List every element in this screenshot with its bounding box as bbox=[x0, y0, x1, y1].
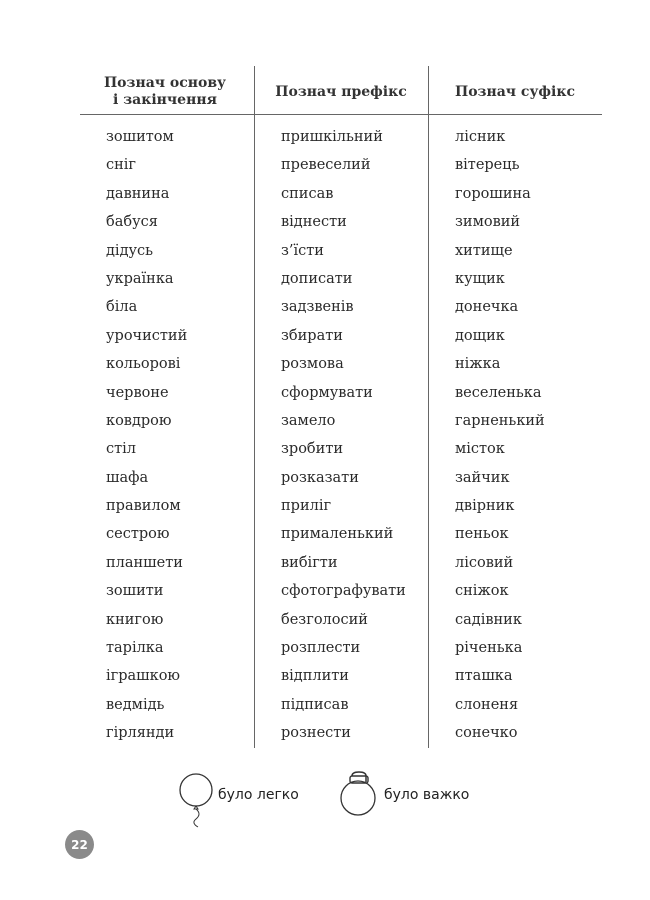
weight-icon bbox=[338, 770, 382, 830]
word-item: річенька bbox=[455, 640, 523, 657]
word-item: ведмідь bbox=[106, 696, 165, 713]
word-item: червоне bbox=[106, 384, 169, 401]
word-item: дощик bbox=[455, 327, 505, 344]
word-item: лісовий bbox=[455, 554, 514, 571]
word-item: книгою bbox=[106, 611, 164, 628]
word-item: ніжка bbox=[455, 356, 501, 373]
legend-hard-label: було важко bbox=[384, 787, 470, 803]
word-item: вибігти bbox=[281, 554, 338, 571]
column-divider-2 bbox=[428, 66, 429, 748]
word-item: тарілка bbox=[106, 640, 164, 657]
word-item: іграшкою bbox=[106, 668, 181, 685]
word-item: садівник bbox=[455, 611, 522, 628]
word-item: лісник bbox=[455, 129, 506, 145]
word-item: приліг bbox=[281, 498, 332, 515]
word-item: сфотографувати bbox=[281, 583, 406, 600]
word-item: слоненя bbox=[455, 696, 519, 713]
word-item: з’їсти bbox=[281, 242, 324, 259]
word-item: гарненький bbox=[455, 412, 545, 429]
word-item: бабуся bbox=[106, 214, 158, 231]
word-item: хитище bbox=[455, 242, 513, 259]
word-list-prefix bbox=[281, 123, 406, 748]
word-item: пришкільний bbox=[281, 129, 383, 145]
word-item: безголосий bbox=[281, 611, 368, 628]
balloon-icon bbox=[178, 770, 218, 830]
word-item: шафа bbox=[106, 469, 149, 486]
word-item: давнина bbox=[106, 185, 170, 202]
word-item: задзвенів bbox=[281, 299, 354, 316]
word-item: зошитом bbox=[106, 129, 174, 145]
word-item: донечка bbox=[455, 299, 519, 316]
word-item: дописати bbox=[281, 270, 353, 287]
word-item: сформувати bbox=[281, 384, 373, 401]
word-item: кольорові bbox=[106, 356, 181, 373]
header-base-ending-label: Познач основу і закінчення bbox=[103, 75, 227, 108]
page-number-badge bbox=[65, 830, 94, 859]
word-item: зимовий bbox=[455, 214, 521, 231]
word-item: правилом bbox=[106, 498, 181, 515]
word-item: прималенький bbox=[281, 526, 394, 543]
word-item: двірник bbox=[455, 498, 515, 515]
column-divider-1 bbox=[254, 66, 255, 748]
word-item: вітерець bbox=[455, 157, 520, 174]
legend-easy-label: було легко bbox=[218, 787, 299, 803]
word-item: превеселий bbox=[281, 157, 371, 174]
word-list-suffix bbox=[455, 123, 545, 748]
word-item: сніг bbox=[106, 157, 137, 174]
header-suffix-label: Познач суфікс bbox=[455, 83, 575, 100]
header-base-ending bbox=[80, 70, 250, 114]
word-item: біла bbox=[106, 299, 138, 316]
word-item: збирати bbox=[281, 327, 343, 344]
word-item: горошина bbox=[455, 185, 531, 202]
word-item: веселенька bbox=[455, 384, 542, 401]
word-item: списав bbox=[281, 185, 334, 202]
word-item: пеньок bbox=[455, 526, 509, 543]
word-item: сестрою bbox=[106, 526, 170, 543]
word-item: місток bbox=[455, 441, 505, 458]
word-item: розказати bbox=[281, 469, 359, 486]
word-item: рознести bbox=[281, 725, 351, 742]
word-item: сонечко bbox=[455, 725, 518, 742]
word-item: зробити bbox=[281, 441, 344, 458]
word-item: стіл bbox=[106, 441, 136, 458]
word-item: гірлянди bbox=[106, 725, 175, 742]
word-item: підписав bbox=[281, 696, 349, 713]
word-item: планшети bbox=[106, 554, 183, 571]
header-divider bbox=[80, 114, 602, 115]
word-item: пташка bbox=[455, 668, 513, 685]
word-item: зошити bbox=[106, 583, 164, 600]
word-item: сніжок bbox=[455, 583, 509, 600]
header-prefix bbox=[256, 70, 426, 114]
word-item: розплести bbox=[281, 640, 361, 657]
word-item: кущик bbox=[455, 270, 505, 287]
page-number: 22 bbox=[71, 837, 88, 852]
word-item: ковдрою bbox=[106, 412, 172, 429]
word-item: відплити bbox=[281, 668, 349, 685]
word-item: розмова bbox=[281, 356, 344, 373]
header-prefix-label: Познач префікс bbox=[275, 83, 407, 100]
word-item: віднести bbox=[281, 214, 347, 231]
header-suffix bbox=[430, 70, 600, 114]
word-item: замело bbox=[281, 412, 336, 429]
word-item: зайчик bbox=[455, 469, 510, 486]
word-item: дідусь bbox=[106, 242, 154, 259]
word-list-base bbox=[106, 123, 187, 748]
word-item: урочистий bbox=[106, 327, 188, 344]
word-item: українка bbox=[106, 270, 174, 287]
